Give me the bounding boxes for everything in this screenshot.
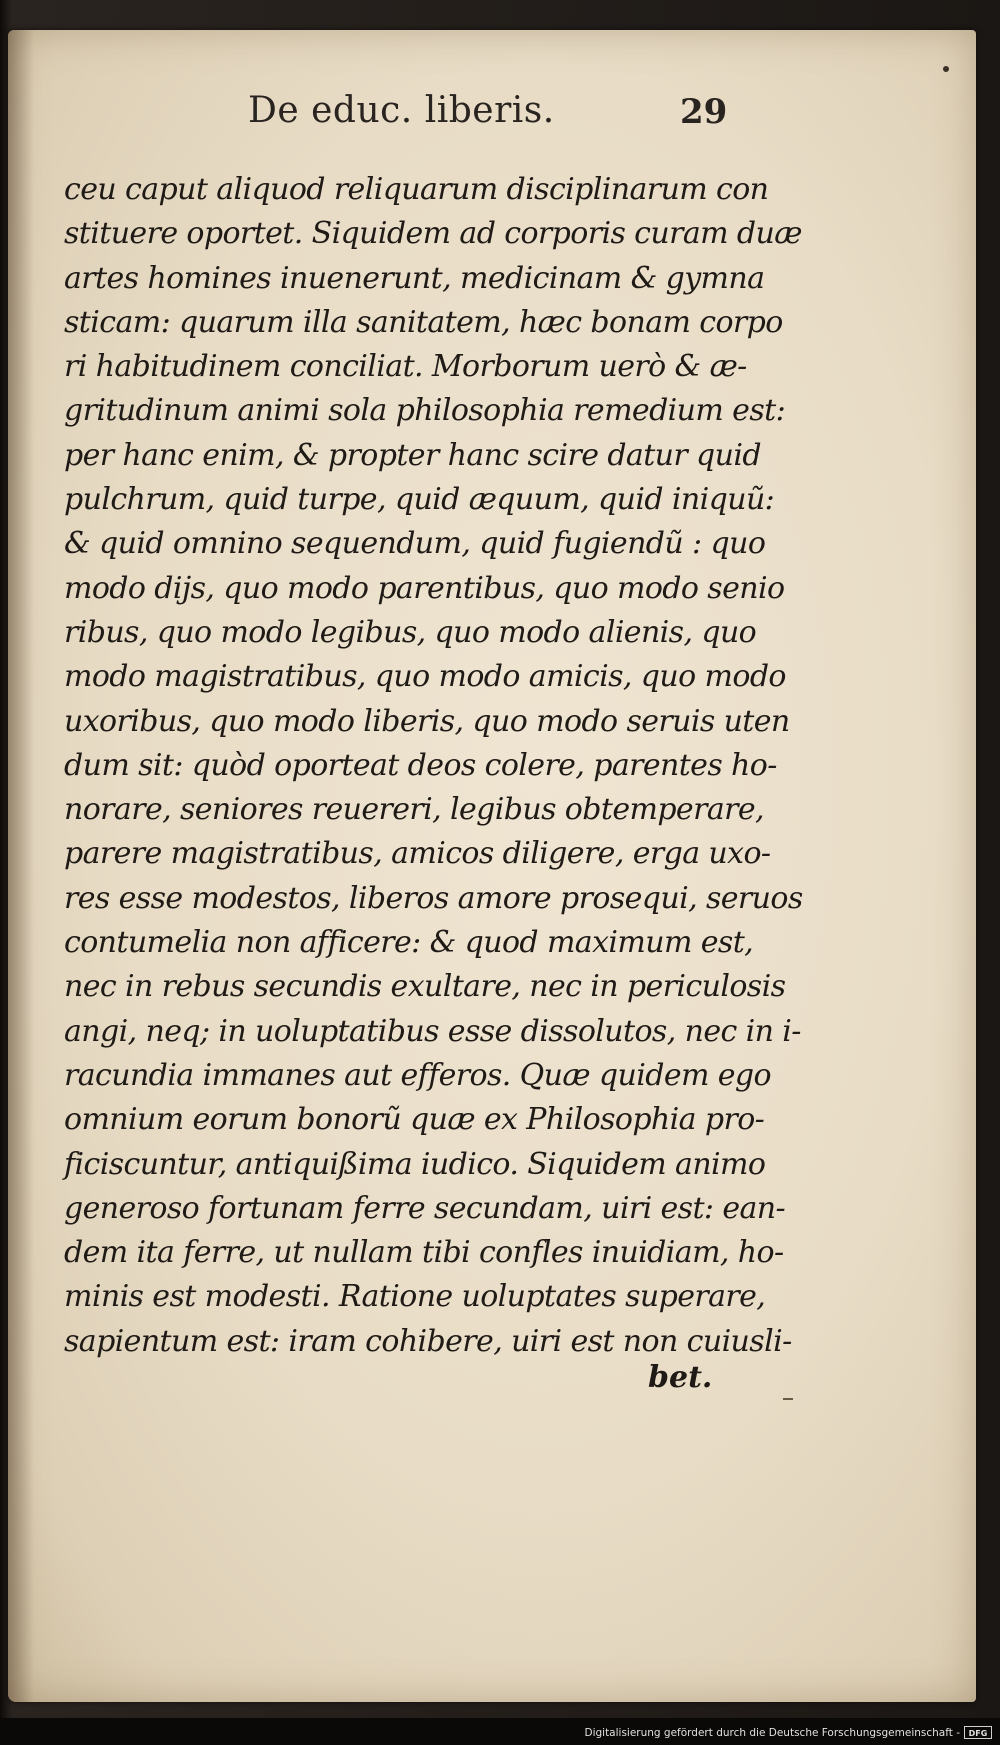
page-number: 29 [680, 92, 728, 132]
text-line: ri habitudinem conciliat. Morborum uerò & æ- [64, 349, 747, 385]
ink-speck [943, 66, 949, 72]
text-line: pulchrum, quid turpe, quid æquum, quid iniquũ: [64, 482, 775, 518]
text-line: res esse modestos, liberos amore prosequi, seruos [64, 880, 803, 916]
text-line: & quid omnino sequendum, quid fugiendũ : quo [64, 526, 766, 562]
ink-mark [783, 1398, 793, 1400]
text-line: generoso fortunam ferre secundam, uiri est: ean- [64, 1190, 786, 1226]
text-line: nec in rebus secundis exultare, nec in periculosis [64, 969, 786, 1005]
text-line: stituere oportet. Siquidem ad corporis curam duæ [64, 216, 802, 252]
text-line: racundia immanes aut efferos. Quæ quidem ego [64, 1057, 771, 1093]
running-title: De educ. liberis. [248, 90, 555, 131]
digitization-credit: Digitalisierung gefördert durch die Deutsche Forschungsgemeinschaft - [584, 1727, 960, 1739]
text-line: ceu caput aliquod reliquarum disciplinarum con [64, 172, 769, 207]
text-line: omnium eorum bonorũ quæ ex Philosophia pro- [64, 1102, 765, 1138]
catchword: bet. [648, 1360, 713, 1395]
text-line: artes homines inuenerunt, medicinam & gymna [64, 260, 765, 296]
text-line: per hanc enim, & propter hanc scire datur quid [64, 437, 761, 473]
text-line: angi, neq; in uoluptatibus esse dissolutos, nec in i- [64, 1013, 801, 1049]
text-line: modo magistratibus, quo modo amicis, quo modo [64, 659, 786, 695]
text-line: ribus, quo modo legibus, quo modo alienis, quo [64, 614, 757, 650]
text-line: sapientum est: iram cohibere, uiri est non cuiusli- [64, 1323, 792, 1359]
text-line: contumelia non afficere: & quod maximum est, [64, 925, 754, 961]
text-line: uxoribus, quo modo liberis, quo modo seruis uten [64, 703, 790, 739]
text-line: minis est modesti. Ratione uoluptates superare, [64, 1279, 766, 1315]
text-line: dem ita ferre, ut nullam tibi confles inuidiam, ho- [64, 1235, 784, 1271]
text-line: parere magistratibus, amicos diligere, erga uxo- [64, 836, 771, 872]
text-line: norare, seniores reuereri, legibus obtemperare, [64, 792, 764, 828]
dfg-logo: DFG [964, 1726, 992, 1739]
text-line: modo dijs, quo modo parentibus, quo modo senio [64, 570, 785, 606]
text-line: gritudinum animi sola philosophia remedium est: [64, 393, 786, 429]
body-text [64, 168, 803, 1364]
spine-shadow [8, 30, 34, 1702]
book-page [8, 30, 976, 1702]
text-line: ficiscuntur, antiquißima iudico. Siquidem animo [64, 1146, 766, 1182]
text-line: sticam: quarum illa sanitatem, hæc bonam corpo [64, 304, 783, 340]
text-line: dum sit: quòd oporteat deos colere, parentes ho- [64, 747, 777, 783]
